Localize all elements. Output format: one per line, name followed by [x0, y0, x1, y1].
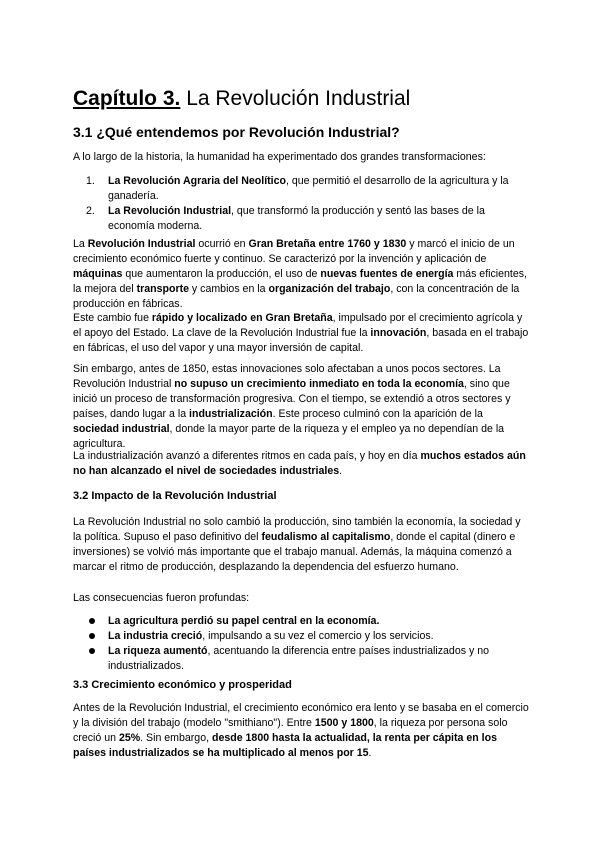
paragraph: Sin embargo, antes de 1850, estas innovaciones solo afectaban a unos pocos sectores. La Revolución Industrial no supuso un crecimiento inmediato en toda la economía, sino que inició un proceso de transformación progresiva. Con el tiempo, se extendió a otros sectores y países, dando lugar a la industrialización. Este proceso culminó con la aparición de la sociedad industrial, donde la mayor parte de la riqueza y el empleo ya no dependían de la agricultura.	[73, 363, 511, 450]
section-2-heading: 3.2 Impacto de la Revolución Industrial	[73, 490, 277, 502]
chapter-title	[73, 86, 410, 112]
bullet-icon	[89, 648, 95, 654]
list-item: La agricultura perdió su papel central en la economía.	[108, 614, 531, 629]
paragraph: Antes de la Revolución Industrial, el crecimiento económico era lento y se basaba en el comercio y la división del trabajo (modelo "smithiano"). Entre 1500 y 1800, la riqueza por persona solo creció un 25%. Sin embargo, desde 1800 hasta la actualidad, la renta per cápita en los países industrializados se ha multiplicado al menos por 15.	[73, 702, 529, 759]
revolutions-list	[86, 174, 531, 234]
list-item: La riqueza aumentó, acentuando la diferencia entre países industrializados y no industrializados.	[108, 644, 531, 674]
paragraph: La Revolución Industrial ocurrió en Gran Bretaña entre 1760 y 1830 y marcó el inicio de un crecimiento económico fuerte y continuo. Se caracterizó por la invención y aplicación de máquinas que aumentaron la producción, el uso de nuevas fuentes de energía más eficientes, la mejora del transporte y cambios en la organización del trabajo, con la concentración de la producción en fábricas.	[73, 238, 528, 310]
list-item: 2. La Revolución Industrial, que transformó la producción y sentó las bases de la economía moderna.	[86, 205, 485, 232]
bullet-icon	[89, 618, 95, 624]
section-1-heading: 3.1 ¿Qué entendemos por Revolución Industrial?	[73, 124, 400, 140]
paragraph: Este cambio fue rápido y localizado en Gran Bretaña, impulsado por el crecimiento agrícola y el apoyo del Estado. La clave de la Revolución Industrial fue la innovación, basada en el trabajo en fábricas, el uso del vapor y una mayor inversión de capital.	[73, 312, 529, 354]
chapter-label: Capítulo 3.	[73, 87, 181, 110]
paragraph: La industrialización avanzó a diferentes ritmos en cada país, y hoy en día muchos estados aún no han alcanzado el nivel de sociedades industriales.	[73, 450, 526, 477]
section-2-intro: Las consecuencias fueron profundas:	[73, 592, 250, 604]
section-3-heading: 3.3 Crecimiento económico y prosperidad	[73, 679, 292, 691]
bullet-icon	[89, 633, 95, 639]
list-item: La industria creció, impulsando a su vez el comercio y los servicios.	[108, 629, 531, 644]
list-item: 1. La Revolución Agraria del Neolítico, que permitió el desarrollo de la agricultura y la ganadería.	[86, 175, 509, 202]
paragraph: La Revolución Industrial no solo cambió la producción, sino también la economía, la sociedad y la política. Supuso el paso definitivo del feudalismo al capitalismo, donde el capital (dinero e inversiones) se volvió más importante que el trabajo manual. Además, la máquina comenzó a marcar el ritmo de producción, desplazando la dependencia del esfuerzo humano.	[73, 516, 521, 573]
section-1-intro: A lo largo de la historia, la humanidad ha experimentado dos grandes transformaciones:	[73, 151, 486, 163]
chapter-title-text: La Revolución Industrial	[186, 87, 411, 110]
consequences-list	[108, 614, 531, 674]
